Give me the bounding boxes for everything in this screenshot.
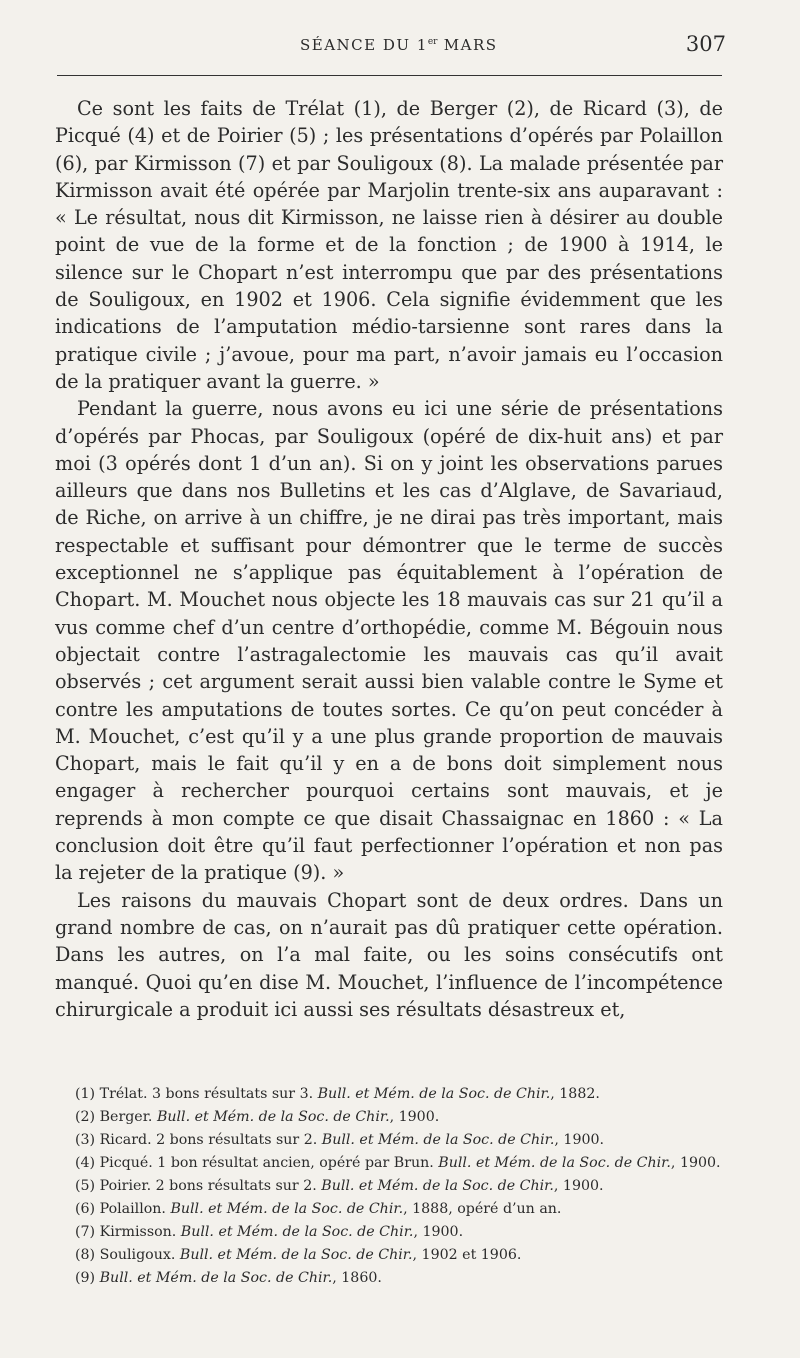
footnote-reference: Bull. et Mém. de la Soc. de Chir. (317, 1086, 551, 1102)
footnote (55, 1175, 723, 1198)
footnote-reference: Bull. et Mém. de la Soc. de Chir. (170, 1201, 404, 1217)
footnote-year: , 1888, opéré d’un an. (403, 1201, 562, 1217)
footnote (55, 1198, 723, 1221)
footnote-text: Ricard. 2 bons résultats sur 2. (99, 1132, 322, 1148)
footnote-year: , 1900. (553, 1178, 604, 1194)
footnote-number: (2) (75, 1109, 96, 1125)
footnote-text: Trélat. 3 bons résultats sur 3. (99, 1086, 318, 1102)
footnote-reference: Bull. et Mém. de la Soc. de Chir. (179, 1247, 413, 1263)
footnote (55, 1221, 723, 1244)
footnote-text: Souligoux. (99, 1247, 180, 1263)
footnotes (55, 1083, 723, 1290)
footnote-text: Polaillon. (99, 1201, 171, 1217)
footnote-reference: Bull. et Mém. de la Soc. de Chir. (180, 1224, 414, 1240)
header-rule (57, 75, 722, 76)
footnote-number: (7) (75, 1224, 96, 1240)
footnote-text: Picqué. 1 bon résultat ancien, opéré par Brun. (99, 1155, 439, 1171)
footnote (55, 1244, 723, 1267)
footnote-reference: Bull. et Mém. de la Soc. de Chir. (438, 1155, 671, 1171)
footnote-number: (3) (75, 1132, 96, 1148)
footnote (55, 1083, 723, 1106)
footnote-number: (5) (75, 1178, 96, 1194)
footnote-year: , 1900. (670, 1155, 721, 1171)
footnote-reference: Bull. et Mém. de la Soc. de Chir. (321, 1178, 554, 1194)
footnote-number: (6) (75, 1201, 96, 1217)
footnote (55, 1152, 723, 1175)
footnote-number: (4) (75, 1155, 96, 1171)
paragraph: Les raisons du mauvais Chopart sont de deux ordres. Dans un grand nombre de cas, on n’aurait pas dû pratiquer cette opération. Dans les autres, on l’a mal faite, ou les soins consécutifs ont manqué. Quoi qu’en dise M. Mouchet, l’influence de l’incompétence chirurgicale a produit ici aussi ses résultats désastreux et, (55, 888, 723, 1021)
paragraph: Pendant la guerre, nous avons eu ici une série de présentations d’opérés par Phocas, par Souligoux (opéré de dix-huit ans) et par moi (3 opérés dont 1 d’un an). Si on y joint les observations parues ailleurs que dans nos Bulletins et les cas d’Alglave, de Savariaud, de Riche, on arrive à un chiffre, je ne dirai pas très important, mais respectable et suffisant pour démontrer que le terme de succès exceptionnel ne s’applique pas équitablement à l’opération de Chopart. M. Mouchet nous objecte les 18 mauvais cas sur 21 qu’il a vus comme chef d’un centre d’orthopédie, comme M. Bégouin nous objectait contre l’astragalectomie les mauvais cas qu’il avait observés ; cet argument serait aussi bien valable contre le Syme et contre les amputations de toutes sortes. Ce qu’on peut concéder à M. Mouchet, c’est qu’il y a une plus grande proportion de mauvais Chopart, mais le fait qu’il y en a de bons doit simplement nous engager à rechercher pourquoi certains sont mauvais, et je reprends à mon compte ce que disait Chassaignac en 1860 : « La conclusion doit être qu’il faut perfectionner l’opération et non pas la rejeter de la pratique (9). » (55, 397, 723, 885)
footnote-number: (1) (75, 1086, 96, 1102)
footnote-number: (9) (75, 1270, 96, 1286)
footnote-year: , 1900. (389, 1109, 440, 1125)
running-head-prefix: SÉANCE DU 1 (300, 36, 428, 54)
footnote-year: , 1902 et 1906. (412, 1247, 522, 1263)
page-header (0, 30, 800, 64)
body-text (55, 95, 723, 1023)
footnote-reference: Bull. et Mém. de la Soc. de Chir. (156, 1109, 390, 1125)
footnote-text: Berger. (99, 1109, 157, 1125)
footnote (55, 1129, 723, 1152)
page-number: 307 (685, 32, 726, 56)
footnote-text: Poirier. 2 bons résultats sur 2. (99, 1178, 322, 1194)
running-head (300, 36, 498, 54)
paragraph: Ce sont les faits de Trélat (1), de Berger (2), de Ricard (3), de Picqué (4) et de Poirier (5) ; les présentations d’opérés par Polaillon (6), par Kirmisson (7) et par Souligoux (8). La malade présentée par Kirmisson avait été opérée par Marjolin trente-six ans auparavant : « Le résultat, nous dit Kirmisson, ne laisse rien à désirer au double point de vue de la forme et de la fonction ; de 1900 à 1914, le silence sur le Chopart n’est interrompu que par des présentations de Souligoux, en 1902 et 1906. Cela signifie évidemment que les indications de l’amputation médio-tarsienne sont rares dans la pratique civile ; j’avoue, pour ma part, n’avoir jamais eu l’occasion de la pratiquer avant la guerre. » (55, 97, 723, 393)
footnote-year: , 1900. (554, 1132, 605, 1148)
footnote-year: , 1882. (550, 1086, 600, 1102)
running-head-suffix: MARS (437, 36, 498, 54)
footnote-year: , 1900. (413, 1224, 464, 1240)
footnote (55, 1106, 723, 1129)
footnote (55, 1267, 723, 1290)
footnote-number: (8) (75, 1247, 96, 1263)
footnote-year: , 1860. (332, 1270, 382, 1286)
running-head-sup: er (427, 37, 438, 47)
footnote-text: Kirmisson. (99, 1224, 181, 1240)
footnote-reference: Bull. et Mém. de la Soc. de Chir. (321, 1132, 555, 1148)
footnote-reference: Bull. et Mém. de la Soc. de Chir. (99, 1270, 333, 1286)
